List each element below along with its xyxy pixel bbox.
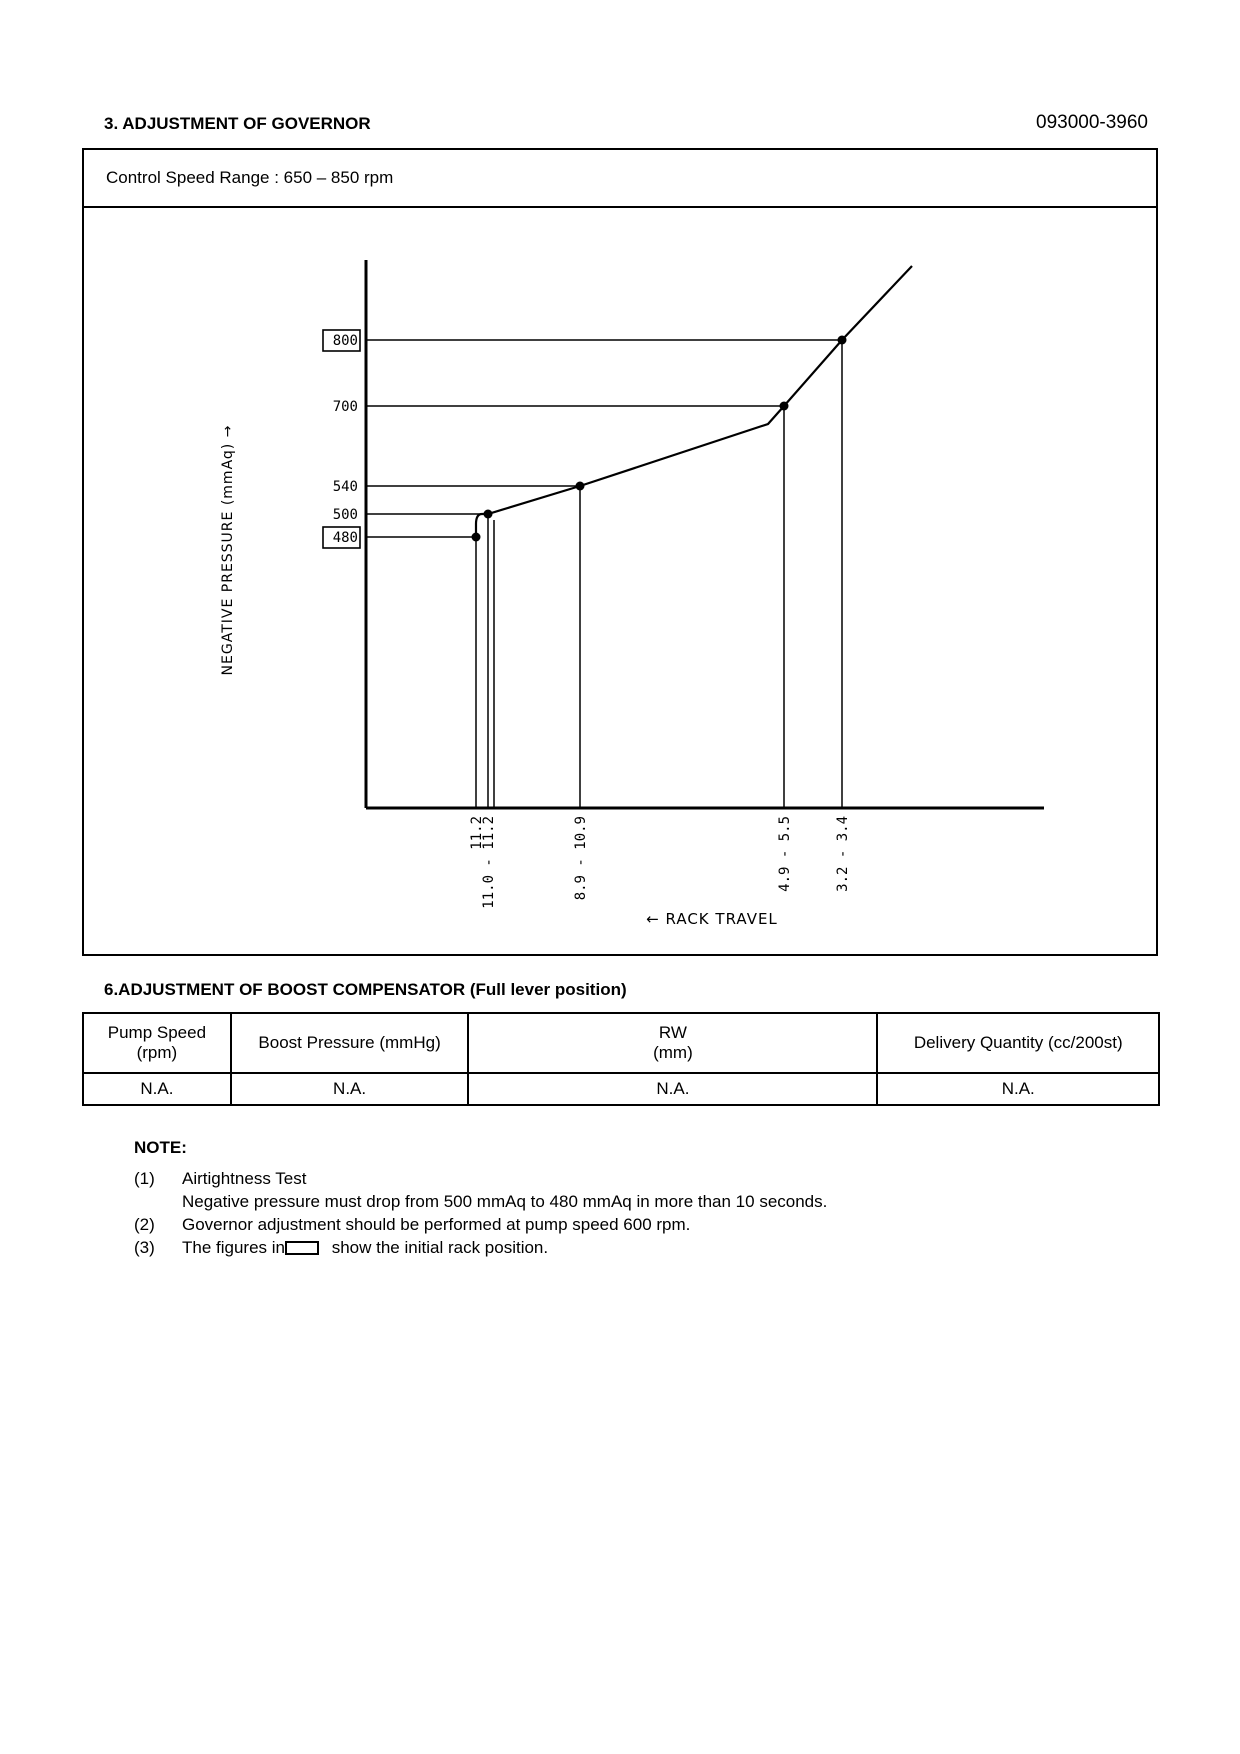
note-number: (2)	[134, 1215, 155, 1234]
x-tick-label-4: 3.2 - 3.4	[835, 816, 851, 892]
data-point-4	[838, 336, 847, 345]
col-rw: RW (mm)	[468, 1013, 877, 1073]
y-tick-label-3: 700	[332, 399, 358, 415]
col-delivery-quantity: Delivery Quantity (cc/200st)	[877, 1013, 1159, 1073]
note-text: The figures in	[182, 1238, 285, 1257]
col-boost-pressure: Boost Pressure (mmHg)	[231, 1013, 469, 1073]
data-point-2	[576, 482, 585, 491]
governor-curve-line	[476, 266, 912, 537]
note-item	[134, 1167, 827, 1213]
pump-speed-value: N.A.	[83, 1073, 231, 1105]
note-number: (3)	[134, 1238, 155, 1257]
x-tick-label-0: 11.2	[469, 816, 485, 850]
part-number: 093000-3960	[1036, 112, 1148, 133]
delivery-quantity-value: N.A.	[877, 1073, 1159, 1105]
y-tick-label-2: 540	[332, 479, 358, 495]
y-tick-label-1: 500	[332, 507, 358, 523]
note-title: NOTE:	[134, 1138, 187, 1157]
boost-table	[82, 1012, 1160, 1106]
boost-header-row	[83, 1013, 1159, 1073]
data-point-1	[484, 510, 493, 519]
section-title: 3. ADJUSTMENT OF GOVERNOR	[104, 114, 371, 133]
x-axis-label: ← RACK TRAVEL	[646, 910, 778, 928]
note-text: Airtightness Test	[182, 1169, 307, 1188]
y-tick-label-4: 800	[332, 333, 358, 349]
note-number: (1)	[134, 1169, 155, 1188]
note-text: Governor adjustment should be performed at pump speed 600 rpm.	[182, 1215, 691, 1234]
y-tick-label-0: 480	[332, 530, 358, 546]
boost-value-row	[83, 1073, 1159, 1105]
col-pump-speed: Pump Speed (rpm)	[83, 1013, 231, 1073]
rw-value: N.A.	[468, 1073, 877, 1105]
governor-chart	[84, 150, 1156, 954]
data-point-3	[780, 402, 789, 411]
note-text: Negative pressure must drop from 500 mmAq to 480 mmAq in more than 10 seconds.	[182, 1192, 828, 1211]
note-text: show the initial rack position.	[327, 1238, 549, 1257]
x-tick-label-3: 4.9 - 5.5	[777, 816, 793, 892]
data-point-0	[472, 533, 481, 542]
notes	[134, 1138, 827, 1259]
governor-panel	[82, 148, 1158, 956]
boost-pressure-value: N.A.	[231, 1073, 469, 1105]
y-axis-label: NEGATIVE PRESSURE (mmAq) →	[220, 424, 236, 676]
initial-position-box-symbol	[285, 1241, 319, 1255]
boost-section-title: 6.ADJUSTMENT OF BOOST COMPENSATOR (Full lever position)	[104, 980, 627, 999]
note-item	[134, 1236, 827, 1259]
note-item	[134, 1213, 827, 1236]
control-speed-range: Control Speed Range : 650 – 850 rpm	[106, 168, 394, 187]
x-tick-label-2: 8.9 - 10.9	[573, 816, 589, 901]
x-tick-label-1: 11.0 - 11.2	[481, 816, 497, 909]
